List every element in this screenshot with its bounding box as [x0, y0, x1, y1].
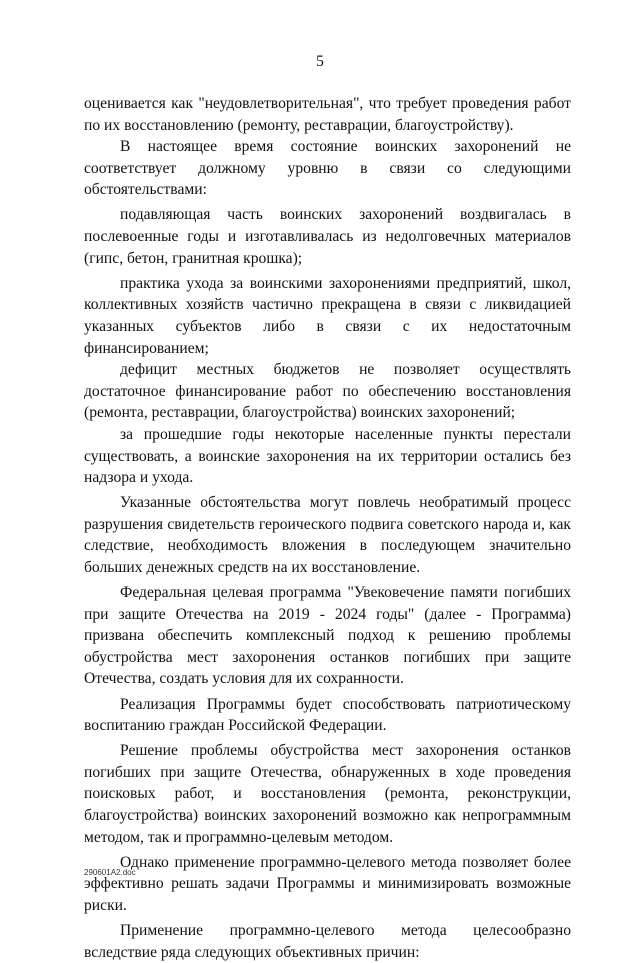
paragraph-patriotic-education: Реализация Программы будет способствовать патриотическому воспитанию граждан Российской Федерации.: [84, 695, 571, 735]
paragraph-care-practice: практика ухода за воинскими захоронениями предприятий, школ, коллективных хозяйств частично прекращена в связи с ликвидацией указанных субъектов либо в связи с их недостаточным финансированием;: [84, 274, 571, 357]
paragraph-budget-deficit: дефицит местных бюджетов не позволяет осуществлять достаточное финансирование работ по обеспечению восстановления (ремонта, реставрации, благоустройства) воинских захоронений;: [84, 361, 571, 422]
paragraph-current-state: В настоящее время состояние воинских захоронений не соответствует должному уровню в связи со следующими обстоятельствами:: [84, 138, 571, 199]
paragraph-solution-methods: Решение проблемы обустройства мест захоронения останков погибших при защите Отечества, обнаруженных в ходе проведения поисковых работ, и восстановления (ремонта, реконструкции, благоустройства) воинских захоронений возможно как непрограммным методом, так и программно-целевым методом.: [84, 742, 571, 846]
paragraph-program-method-efficiency: Однако применение программно-целевого метода позволяет более эффективно решать задачи Программы и минимизировать возможные риски.: [84, 853, 571, 914]
paragraph-short-lived-materials: подавляющая часть воинских захоронений воздвигалась в послевоенные годы и изготавливалась из недолговечных материалов (гипс, бетон, гранитная крошка);: [84, 206, 571, 267]
paragraph-federal-program: Федеральная целевая программа "Увековечение памяти погибших при защите Отечества на 2019 - 2024 годы" (далее - Программа) призвана обеспечить комплексный подход к решению проблемы обустройства мест захоронения останков погибших при защите Отечества, создать условия для их сохранности.: [84, 584, 571, 688]
paragraph-objective-reasons: Применение программно-целевого метода целесообразно вследствие ряда следующих объективных причин:: [84, 921, 571, 961]
page-number: 5: [316, 53, 324, 70]
document-body: [84, 93, 571, 963]
paragraph-settlements: за прошедшие годы некоторые населенные пункты перестали существовать, а воинские захоронения на их территории остались без надзора и ухода.: [84, 425, 571, 487]
paragraph-consequences: Указанные обстоятельства могут повлечь необратимый процесс разрушения свидетельств героического подвига советского народа и, как следствие, необходимость вложения в последующем значительно больших денежных средств на их восстановление.: [84, 494, 571, 576]
footer-file-code: 290601A2.doc: [84, 868, 136, 877]
paragraph-continuation: оценивается как "неудовлетворительная", что требует проведения работ по их восстановлению (ремонту, реставрации, благоустройству).: [84, 95, 571, 134]
